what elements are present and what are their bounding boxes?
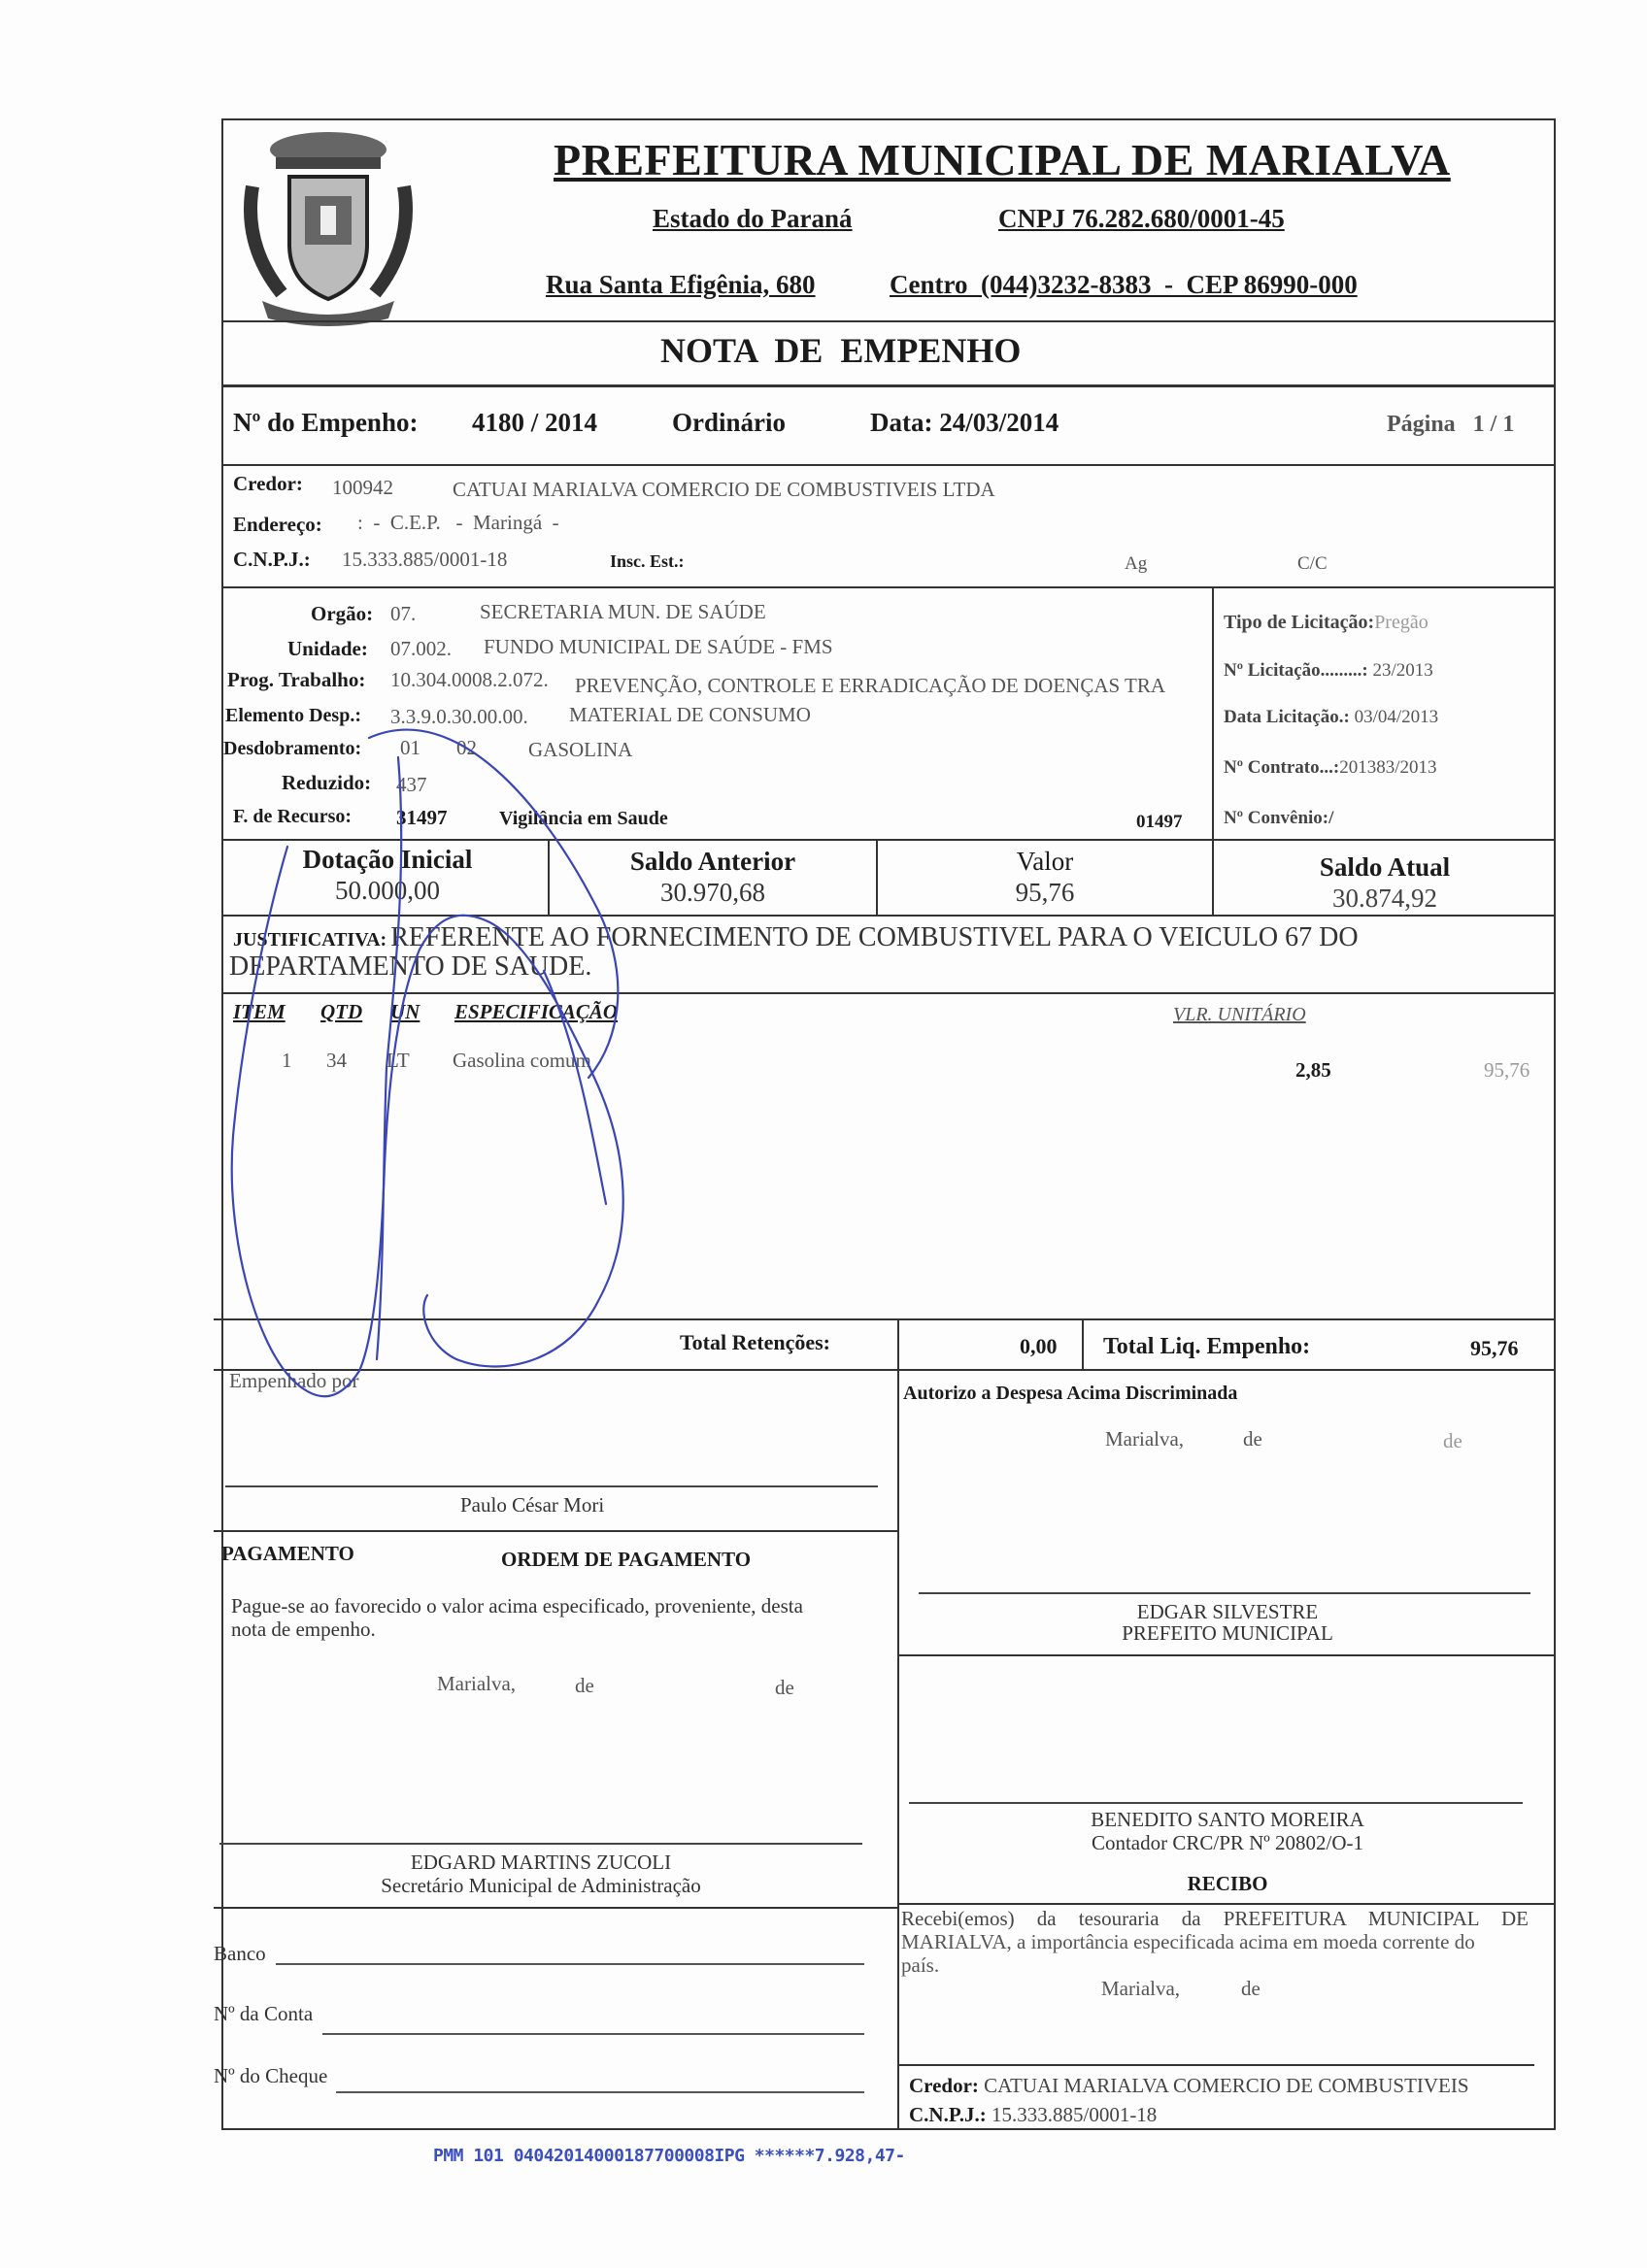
cheque-label: Nº do Cheque	[214, 2064, 328, 2087]
recibo-de: de	[1241, 1977, 1260, 2000]
liquido-label: Total Liq. Empenho:	[1103, 1334, 1311, 1359]
elemento-name: MATERIAL DE CONSUMO	[569, 703, 811, 726]
prog-name: PREVENÇÃO, CONTROLE E ERRADICAÇÃO DE DOENÇAS TRA	[575, 674, 1166, 697]
row-unit: 2,85	[1295, 1058, 1331, 1082]
endereco-value: : - C.E.P. - Maringá -	[357, 511, 559, 534]
recibo-place: Marialva,	[1101, 1977, 1181, 2000]
contador-name: BENEDITO SANTO MOREIRA	[1091, 1808, 1364, 1831]
row-spec: Gasolina comum	[453, 1049, 591, 1072]
orgao-label: Orgão:	[311, 602, 374, 625]
prefeitura-title: PREFEITURA MUNICIPAL DE MARIALVA	[554, 135, 1451, 184]
recibo-text-3: país.	[901, 1953, 940, 1977]
endereco-label: Endereço:	[233, 513, 322, 536]
recurso-name: Vigilância em Saude	[499, 808, 668, 829]
unidade-code: 07.002.	[390, 637, 452, 660]
reduzido-value: 437	[396, 773, 427, 796]
orgao-code: 07.	[390, 602, 417, 625]
desdobramento-code-2: 02	[456, 736, 477, 759]
col-unit-header: VLR. UNITÁRIO	[1173, 1004, 1306, 1025]
credor-name: CATUAI MARIALVA COMERCIO DE COMBUSTIVEIS LTDA	[453, 478, 995, 501]
pagamento-de-1: de	[575, 1674, 594, 1697]
doc-title: NOTA DE EMPENHO	[660, 331, 1022, 370]
empenho-label: Nº do Empenho:	[233, 408, 419, 437]
contrato-value: 201383/2013	[1339, 757, 1437, 778]
row-total: 95,76	[1484, 1058, 1530, 1082]
reduzido-label: Reduzido:	[282, 771, 372, 794]
numero-licitacao-value: 23/2013	[1372, 660, 1433, 681]
pagamento-signer-role: Secretário Municipal de Administração	[381, 1874, 701, 1897]
justificativa-text-2: DEPARTAMENTO DE SAUDE.	[229, 951, 592, 982]
recibo-credor-value: CATUAI MARIALVA COMERCIO DE COMBUSTIVEIS	[984, 2074, 1469, 2097]
elemento-label: Elemento Desp.:	[225, 705, 361, 726]
unidade-name: FUNDO MUNICIPAL DE SAÚDE - FMS	[484, 635, 833, 658]
saldo-atual-value: 30.874,92	[1332, 884, 1437, 913]
retencoes-value: 0,00	[1020, 1334, 1058, 1358]
autorizo-de-2: de	[1443, 1429, 1462, 1452]
credor-label: Credor:	[233, 472, 303, 495]
header-cnpj: CNPJ 76.282.680/0001-45	[998, 204, 1285, 233]
autorizo-label: Autorizo a Despesa Acima Discriminada	[903, 1383, 1238, 1404]
cnpj-value: 15.333.885/0001-18	[342, 548, 508, 571]
pagamento-text-2: nota de empenho.	[231, 1618, 376, 1641]
conta-label: Nº da Conta	[214, 2002, 314, 2025]
recibo-cnpj-label: C.N.P.J.:	[909, 2103, 987, 2126]
recibo-text-2: MARIALVA, a importância especificada acima em moeda corrente do	[901, 1930, 1475, 1953]
desdobramento-code-1: 01	[400, 736, 420, 759]
insc-label: Insc. Est.:	[610, 551, 685, 571]
recibo-title: RECIBO	[1187, 1872, 1268, 1895]
col-qtd-header: QTD	[320, 1000, 363, 1023]
recurso-label: F. de Recurso:	[233, 806, 353, 827]
justificativa-label: JUSTIFICATIVA:	[233, 929, 387, 951]
data-licitacao-value: 03/04/2013	[1354, 707, 1439, 727]
empenho-date: Data: 24/03/2014	[870, 408, 1059, 437]
autorizo-place: Marialva,	[1105, 1427, 1185, 1451]
valor-label: Valor	[1016, 847, 1074, 876]
machine-stamp: PMM 101 04042014000187700008IPG ******7.928,47-	[433, 2146, 905, 2166]
cnpj-label: C.N.P.J.:	[233, 548, 311, 571]
saldo-atual-label: Saldo Atual	[1319, 852, 1451, 882]
dotacao-value: 50.000,00	[335, 876, 440, 905]
tipo-licitacao-label-text: Tipo de Licitação:	[1224, 612, 1375, 633]
convenio-label: Nº Convênio:/	[1224, 808, 1334, 828]
col-item-header: ITEM	[233, 1000, 286, 1023]
header-address: Rua Santa Efigênia, 680	[546, 270, 816, 299]
contador-role: Contador CRC/PR Nº 20802/O-1	[1091, 1831, 1364, 1854]
retencoes-label: Total Retenções:	[680, 1330, 830, 1354]
empenhado-name: Paulo César Mori	[460, 1493, 605, 1517]
pagamento-de-2: de	[775, 1676, 794, 1699]
autorizo-signer-name: EDGAR SILVESTRE	[1136, 1600, 1319, 1623]
liquido-value: 95,76	[1470, 1336, 1519, 1360]
recurso-code: 31497	[396, 806, 448, 829]
pagamento-signer-name: EDGARD MARTINS ZUCOLI	[410, 1851, 672, 1874]
credor-code: 100942	[332, 476, 393, 499]
autorizo-signer-role: PREFEITO MUNICIPAL	[1122, 1621, 1333, 1645]
recibo-text-1-span: Recebi(emos) da tesouraria da PREFEITURA MUNICIPAL DE	[901, 1907, 1529, 1930]
data-licitacao-label: Data Licitação.:	[1224, 707, 1350, 727]
pagamento-text-1: Pague-se ao favorecido o valor acima especificado, proveniente, desta	[231, 1594, 803, 1618]
orgao-name: SECRETARIA MUN. DE SAÚDE	[480, 600, 766, 623]
desdobramento-label: Desdobramento:	[223, 738, 362, 759]
page-number: Página 1 / 1	[1387, 412, 1515, 437]
recibo-credor-label: Credor:	[909, 2074, 979, 2097]
prog-code: 10.304.0008.2.072.	[390, 668, 549, 691]
dotacao-label: Dotação Inicial	[302, 845, 473, 874]
row-un: LT	[387, 1049, 410, 1072]
empenho-number: 4180 / 2014	[472, 408, 598, 437]
col-un-header: UN	[390, 1000, 420, 1023]
col-spec-header: ESPECIFICAÇÃO	[454, 1000, 619, 1023]
pagamento-place: Marialva,	[437, 1672, 517, 1695]
prog-label: Prog. Trabalho:	[227, 668, 366, 691]
recurso-extra: 01497	[1136, 812, 1183, 832]
saldo-anterior-value: 30.970,68	[660, 878, 765, 907]
desdobramento-name: GASOLINA	[528, 738, 633, 761]
empenho-type: Ordinário	[672, 408, 787, 437]
contrato-label: Nº Contrato...:	[1224, 757, 1340, 778]
recibo-cnpj-value: 15.333.885/0001-18	[991, 2103, 1158, 2126]
state-name: Estado do Paraná	[653, 204, 853, 233]
cc-label: C/C	[1297, 553, 1328, 574]
justificativa-text-1: REFERENTE AO FORNECIMENTO DE COMBUSTIVEL PARA O VEICULO 67 DO	[390, 922, 1359, 952]
unidade-label: Unidade:	[287, 637, 368, 660]
saldo-anterior-label: Saldo Anterior	[629, 847, 796, 876]
autorizo-de-1: de	[1243, 1427, 1262, 1451]
pagamento-title: ORDEM DE PAGAMENTO	[501, 1548, 752, 1571]
row-qtd: 34	[326, 1049, 347, 1072]
pagamento-label: PAGAMENTO	[221, 1542, 354, 1565]
elemento-code: 3.3.9.0.30.00.00.	[390, 705, 528, 728]
banco-label: Banco	[214, 1942, 266, 1965]
numero-licitacao-label: Nº Licitação.........:	[1224, 660, 1368, 681]
row-item: 1	[282, 1049, 292, 1072]
empenhado-label: Empenhado por	[229, 1369, 359, 1392]
valor-value: 95,76	[1015, 878, 1075, 907]
tipo-licitacao-value: Pregão	[1374, 612, 1429, 633]
ag-label: Ag	[1125, 553, 1148, 574]
header-contact: Centro (044)3232-8383 - CEP 86990-000	[890, 270, 1358, 299]
